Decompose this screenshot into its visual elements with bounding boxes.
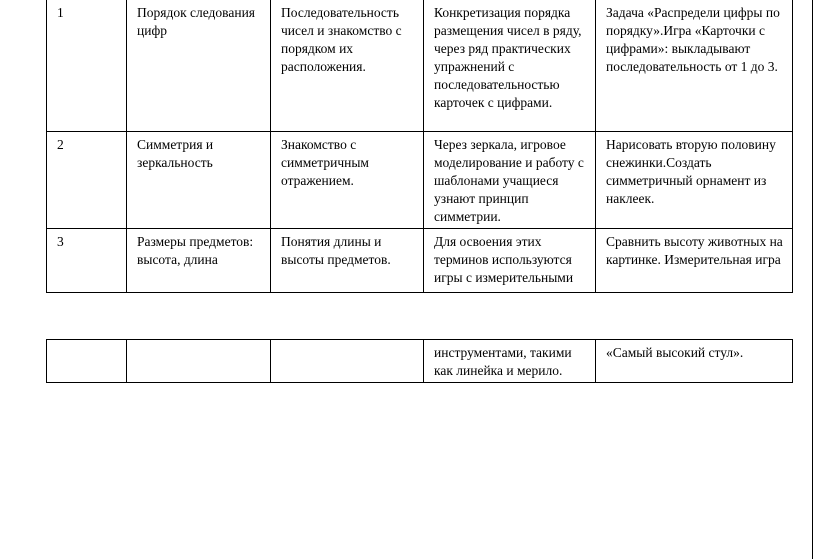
table-row <box>47 0 793 132</box>
cell-topic <box>127 340 271 383</box>
task-text: Нарисовать вторую половину снежинки.Создать симметричный орнамент из наклеек. <box>606 137 776 206</box>
row-number: 3 <box>57 234 64 249</box>
cell-content <box>271 340 424 383</box>
cell-task <box>596 132 793 229</box>
lesson-plan-table-continuation <box>46 339 793 383</box>
table-row <box>47 340 793 383</box>
cell-method <box>424 340 596 383</box>
task-text: Задача «Распредели цифры по порядку».Игра «Карточки с цифрами»: выкладывают последовательность от 1 до 3. <box>606 5 780 74</box>
topic-text: Симметрия и зеркальность <box>137 137 214 170</box>
topic-text: Размеры предметов: высота, длина <box>137 234 254 267</box>
cell-task <box>596 229 793 293</box>
method-text: Конкретизация порядка размещения чисел в ряду, через ряд практических упражнений с последовательностью карточек с цифрами. <box>434 5 582 110</box>
cell-content <box>271 0 424 132</box>
table-row <box>47 229 793 293</box>
cell-number <box>47 0 127 132</box>
cell-number <box>47 132 127 229</box>
cell-content <box>271 132 424 229</box>
lesson-plan-table <box>46 0 793 293</box>
content-text: Понятия длины и высоты предметов. <box>281 234 391 267</box>
cell-number <box>47 340 127 383</box>
task-text: Сравнить высоту животных на картинке. Измерительная игра <box>606 234 783 267</box>
cell-method <box>424 0 596 132</box>
cell-topic <box>127 132 271 229</box>
topic-text: Порядок следования цифр <box>137 5 256 38</box>
method-text: Через зеркала, игровое моделирование и работу с шаблонами учащиеся узнают принцип симметрии. <box>434 137 584 224</box>
content-text: Последовательность чисел и знакомство с порядком их расположения. <box>281 5 402 74</box>
cell-content <box>271 229 424 293</box>
row-number: 2 <box>57 137 64 152</box>
method-text: Для освоения этих терминов используются игры с измерительными <box>434 234 574 285</box>
row-number: 1 <box>57 5 64 20</box>
method-text: инструментами, такими как линейка и мерило. <box>434 345 572 378</box>
cell-number <box>47 229 127 293</box>
task-text: «Самый высокий стул». <box>606 345 744 360</box>
cell-topic <box>127 0 271 132</box>
cell-method <box>424 229 596 293</box>
page-right-border <box>812 0 813 559</box>
cell-task <box>596 340 793 383</box>
cell-method <box>424 132 596 229</box>
cell-topic <box>127 229 271 293</box>
table-row <box>47 132 793 229</box>
cell-task <box>596 0 793 132</box>
content-text: Знакомство с симметричным отражением. <box>281 137 369 188</box>
